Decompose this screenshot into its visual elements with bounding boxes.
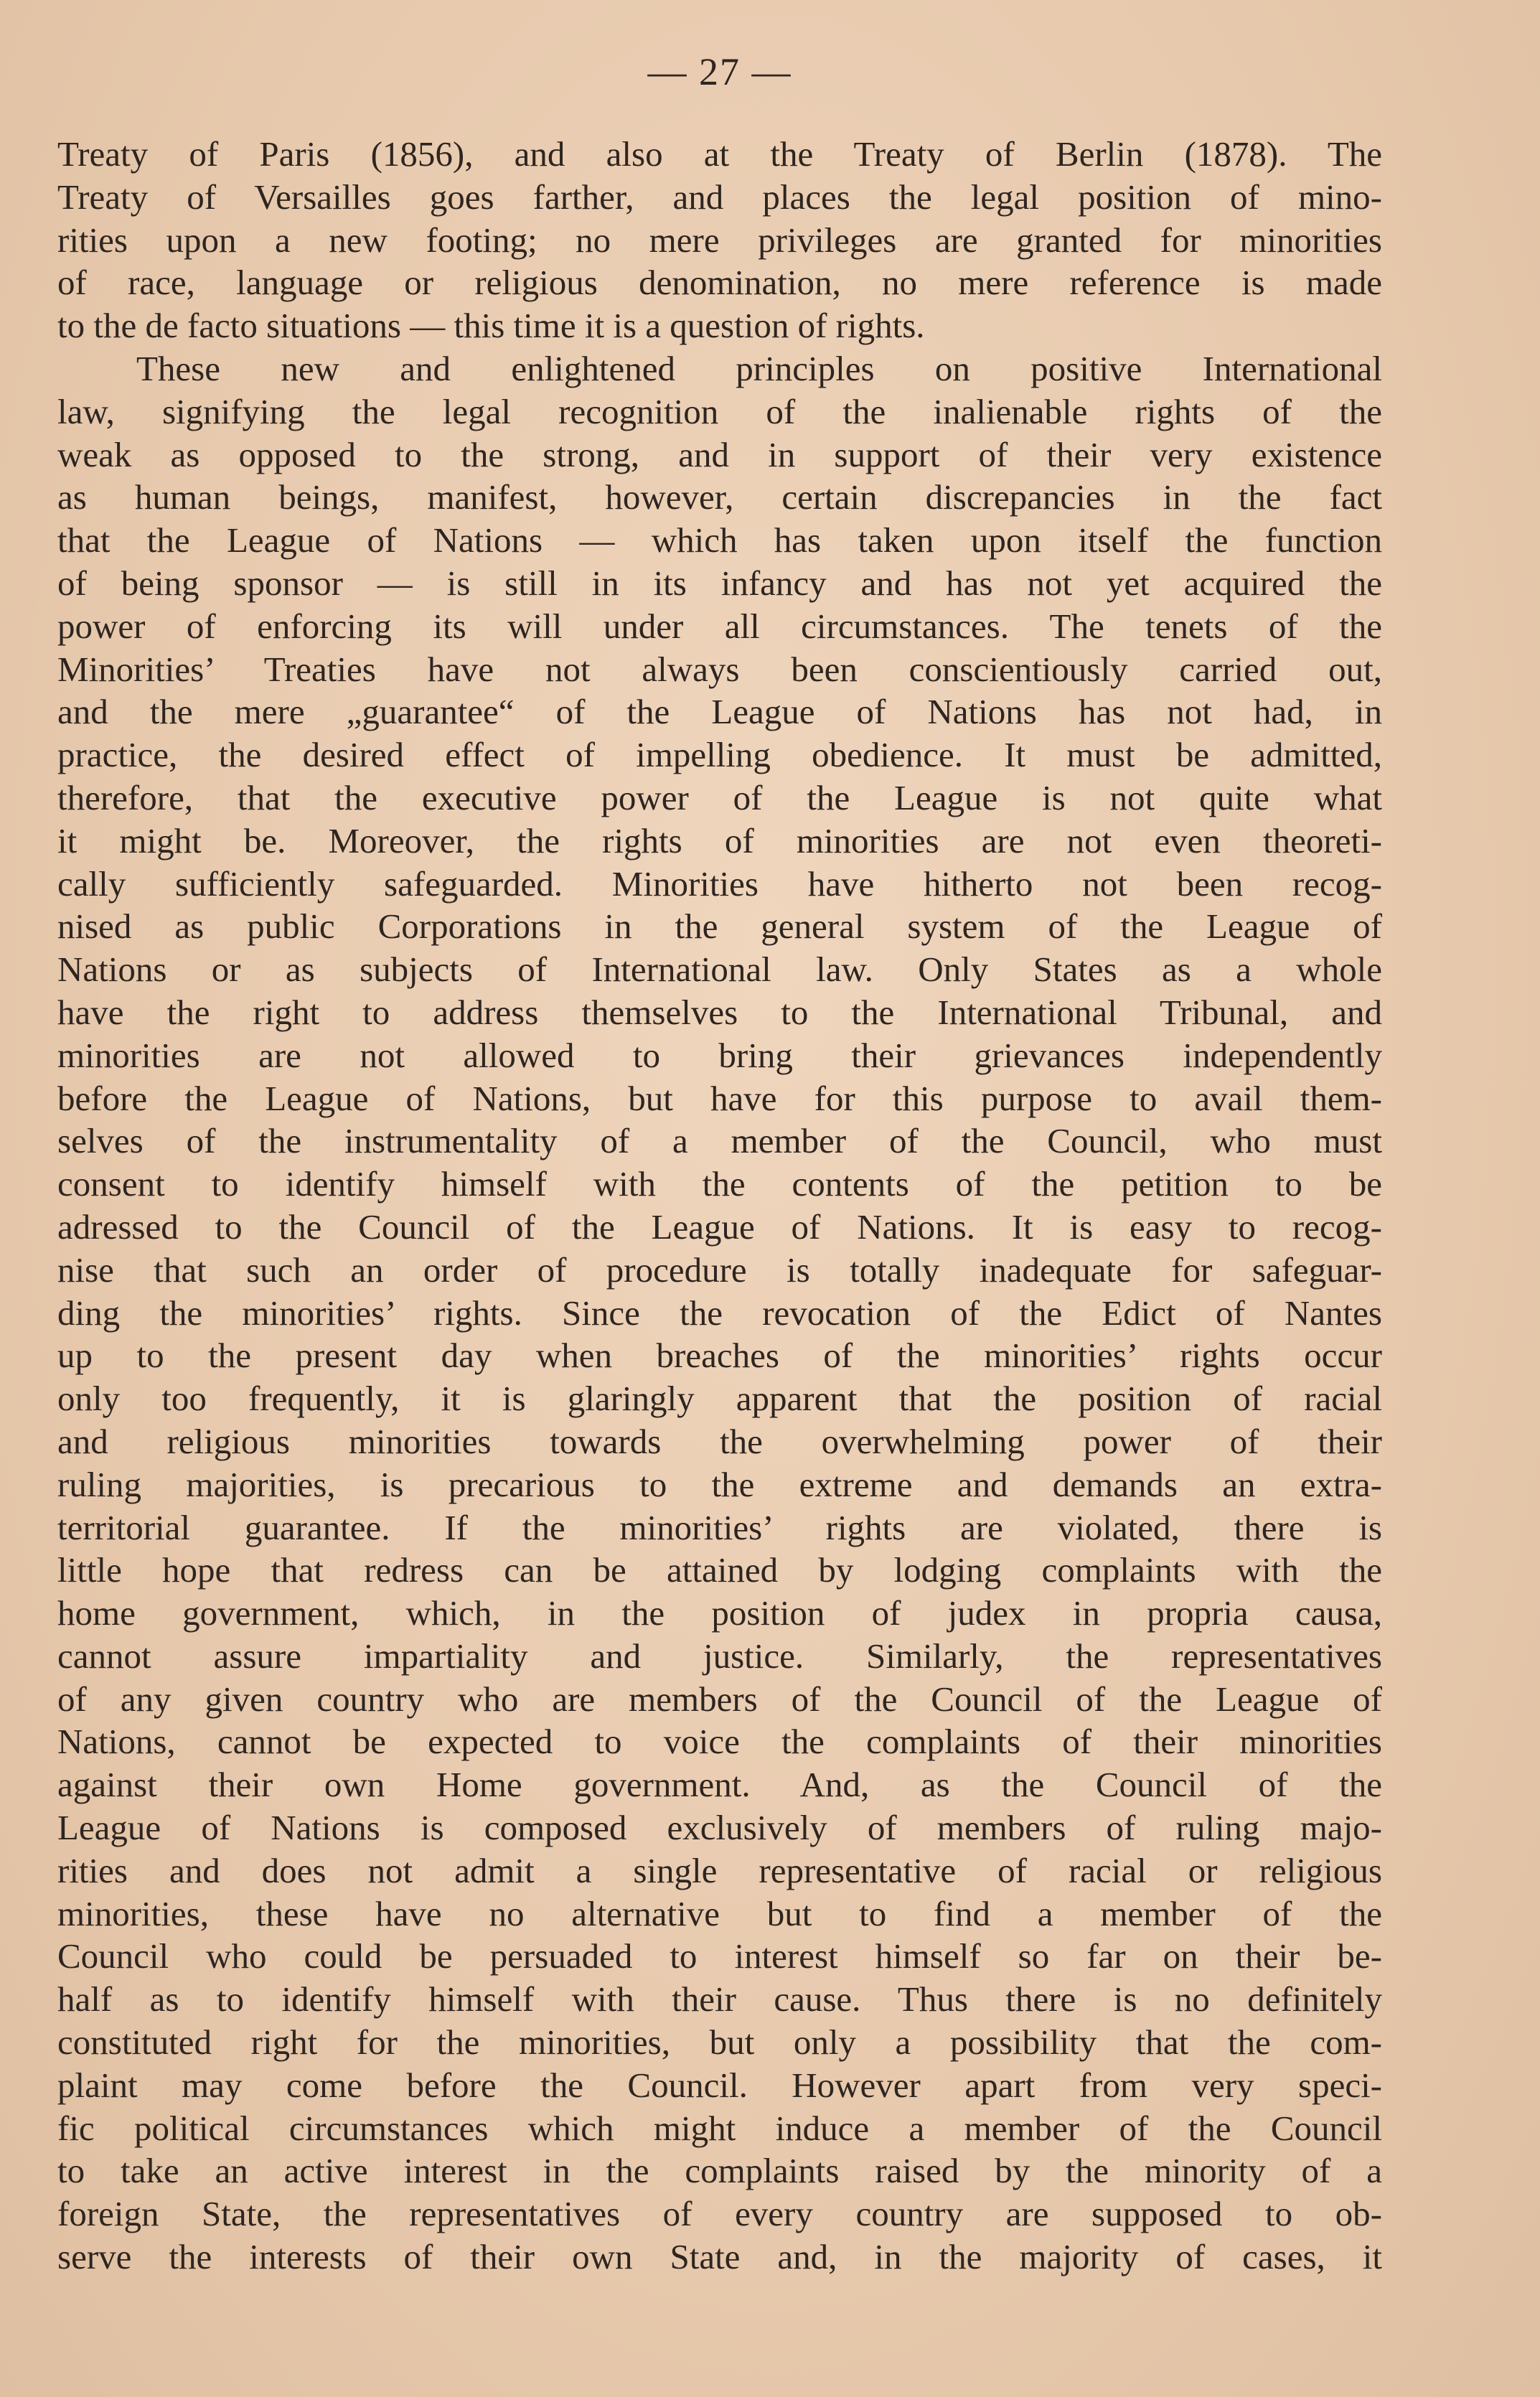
text-line: ruling majorities, is precarious to the extreme and demands an extra- (57, 1464, 1382, 1504)
text-line: minorities are not allowed to bring their grievances independently (57, 1035, 1382, 1075)
text-line: and the mere „guarantee“ of the League of Nations has not had, in (57, 692, 1382, 732)
text-line: practice, the desired effect of impelling obedience. It must be admitted, (57, 735, 1382, 775)
text-line: territorial guarantee. If the minorities’ rights are violated, there is (57, 1507, 1382, 1547)
text-line: foreign State, the representatives of every country are supposed to ob- (57, 2194, 1382, 2234)
text-line: Treaty of Paris (1856), and also at the Treaty of Berlin (1878). The (57, 134, 1382, 174)
text-line: weak as opposed to the strong, and in support of their very existence (57, 434, 1382, 474)
page-number: — 27 — (647, 50, 792, 93)
text-line: against their own Home government. And, as the Council of the (57, 1765, 1382, 1805)
text-line: constituted right for the minorities, but only a possibility that the com- (57, 2022, 1382, 2063)
text-line: of any given country who are members of the Council of the League of (57, 1679, 1382, 1719)
text-line: and religious minorities towards the overwhelming power of their (57, 1421, 1382, 1461)
text-line: nised as public Corporations in the general system of the League of (57, 906, 1382, 947)
document-page (57, 43, 1382, 2340)
text-line: plaint may come before the Council. However apart from very speci- (57, 2065, 1382, 2105)
text-line: that the League of Nations — which has taken upon itself the function (57, 520, 1382, 560)
text-line: selves of the instrumentality of a member of the Council, who must (57, 1121, 1382, 1161)
text-line: home government, which, in the position of judex in propria causa, (57, 1593, 1382, 1633)
text-line: nise that such an order of procedure is totally inadequate for safeguar- (57, 1249, 1382, 1290)
text-line: to take an active interest in the complaints raised by the minority of a (57, 2151, 1382, 2191)
text-line: as human beings, manifest, however, certain discrepancies in the fact (57, 477, 1382, 517)
text-line: half as to identify himself with their cause. Thus there is no definitely (57, 1979, 1382, 2020)
text-line: Council who could be persuaded to interest himself so far on their be- (57, 1936, 1382, 1976)
text-line: These new and enlightened principles on positive International (136, 348, 1382, 388)
text-line: law, signifying the legal recognition of the inalienable rights of the (57, 391, 1382, 431)
text-line: serve the interests of their own State and, in the majority of cases, it (57, 2237, 1382, 2277)
text-line: it might be. Moreover, the rights of minorities are not even theoreti- (57, 820, 1382, 860)
text-line: only too frequently, it is glaringly apparent that the position of racial (57, 1379, 1382, 1419)
text-line: ding the minorities’ rights. Since the revocation of the Edict of Nantes (57, 1293, 1382, 1333)
text-line: fic political circumstances which might induce a member of the Council (57, 2108, 1382, 2148)
text-line: up to the present day when breaches of the minorities’ rights occur (57, 1336, 1382, 1376)
text-line: to the de facto situations — this time it is a question of rights. (57, 306, 925, 346)
text-line: Minorities’ Treaties have not always been conscientiously carried out, (57, 649, 1382, 689)
text-line: little hope that redress can be attained by lodging complaints with the (57, 1550, 1382, 1590)
text-line: cannot assure impartiality and justice. Similarly, the representatives (57, 1636, 1382, 1676)
text-line: League of Nations is composed exclusively of members of ruling majo- (57, 1808, 1382, 1848)
text-line: therefore, that the executive power of the League is not quite what (57, 777, 1382, 817)
text-line: Nations or as subjects of International law. Only States as a whole (57, 949, 1382, 990)
text-line: cally sufficiently safeguarded. Minorities have hitherto not been recog- (57, 863, 1382, 904)
text-line: power of enforcing its will under all circumstances. The tenets of the (57, 606, 1382, 646)
text-line: consent to identify himself with the contents of the petition to be (57, 1164, 1382, 1204)
text-line: Treaty of Versailles goes farther, and places the legal position of mino- (57, 177, 1382, 217)
text-line: of being sponsor — is still in its infancy and has not yet acquired the (57, 563, 1382, 603)
text-line: Nations, cannot be expected to voice the complaints of their minorities (57, 1722, 1382, 1762)
text-line: adressed to the Council of the League of Nations. It is easy to recog- (57, 1206, 1382, 1247)
text-line: minorities, these have no alternative but to find a member of the (57, 1893, 1382, 1933)
text-line: have the right to address themselves to the International Tribunal, and (57, 992, 1382, 1032)
text-line: before the League of Nations, but have for this purpose to avail them- (57, 1078, 1382, 1118)
text-line: rities upon a new footing; no mere privileges are granted for minorities (57, 220, 1382, 260)
text-line: rities and does not admit a single representative of racial or religious (57, 1850, 1382, 1890)
text-line: of race, language or religious denomination, no mere reference is made (57, 263, 1382, 303)
body-text (57, 133, 1382, 2279)
